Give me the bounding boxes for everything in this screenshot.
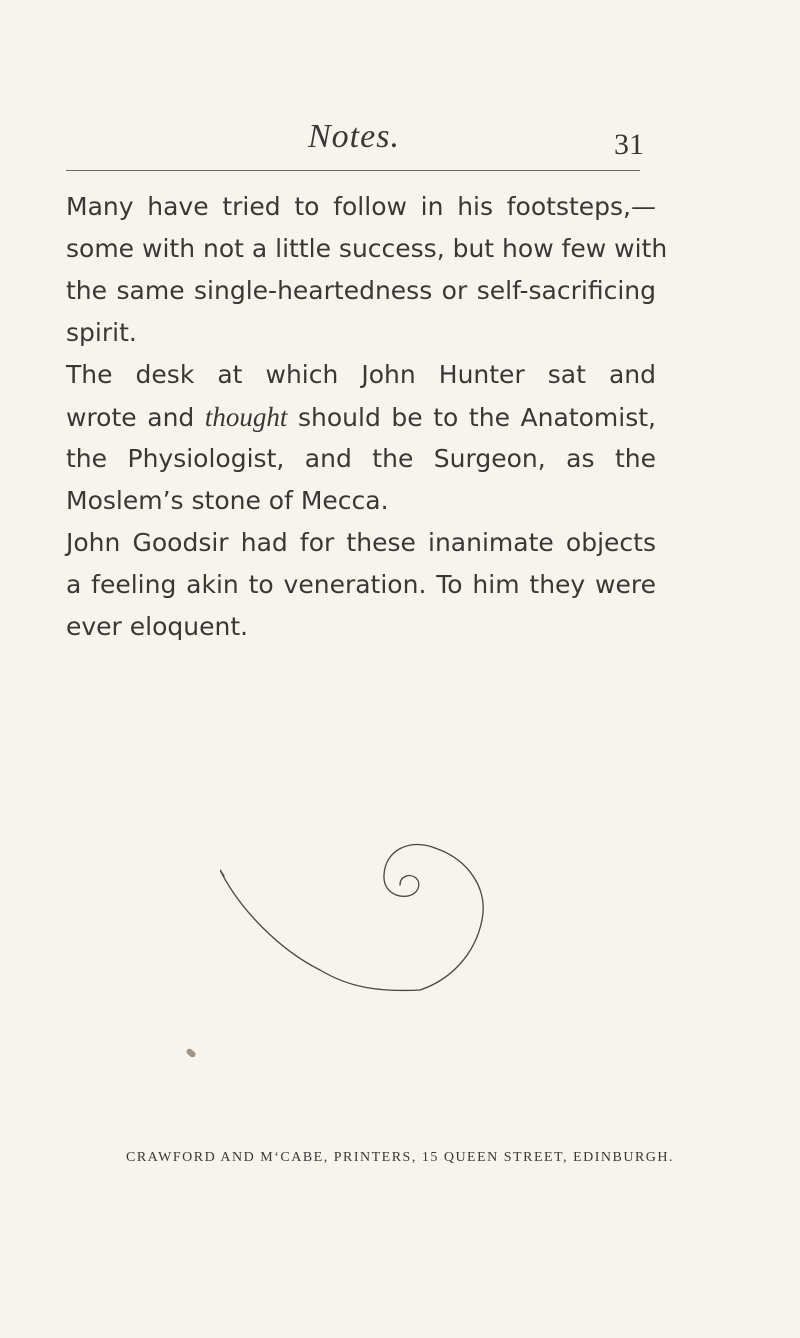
text-line: a feeling akin to veneration. To him they were <box>66 570 656 599</box>
text-line: the same single-heartedness or self-sacrificing <box>66 276 656 305</box>
body-text <box>66 186 668 648</box>
text-run: wrote and <box>66 403 205 432</box>
text-run: should be to the Anatomist, <box>287 403 656 432</box>
printer-imprint: CRAWFORD AND M‘CABE, PRINTERS, 15 QUEEN STREET, EDINBURGH. <box>125 1150 675 1165</box>
ink-speck <box>185 1047 197 1058</box>
paragraph-1 <box>66 186 668 354</box>
text-line: Many have tried to follow in his footsteps,— <box>66 192 656 221</box>
text-line: ever eloquent. <box>66 612 249 641</box>
text-line: Moslem’s stone of Mecca. <box>66 486 389 515</box>
emphasis-thought: thought <box>204 402 288 432</box>
page-number: 31 <box>614 128 644 161</box>
text-line: John Goodsir had for these inanimate objects <box>66 528 656 557</box>
paragraph-2 <box>66 354 656 522</box>
header-rule <box>66 170 640 171</box>
text-line <box>66 396 656 438</box>
text-line: the Physiologist, and the Surgeon, as the <box>66 444 656 473</box>
text-line: The desk at which John Hunter sat and <box>66 360 656 389</box>
running-head-title: Notes. <box>308 118 400 155</box>
scroll-flourish-icon <box>220 840 500 1020</box>
text-line: spirit. <box>66 318 137 347</box>
paragraph-3 <box>66 522 656 648</box>
running-head <box>0 100 800 160</box>
text-line: some with not a little success, but how few with <box>66 234 668 263</box>
